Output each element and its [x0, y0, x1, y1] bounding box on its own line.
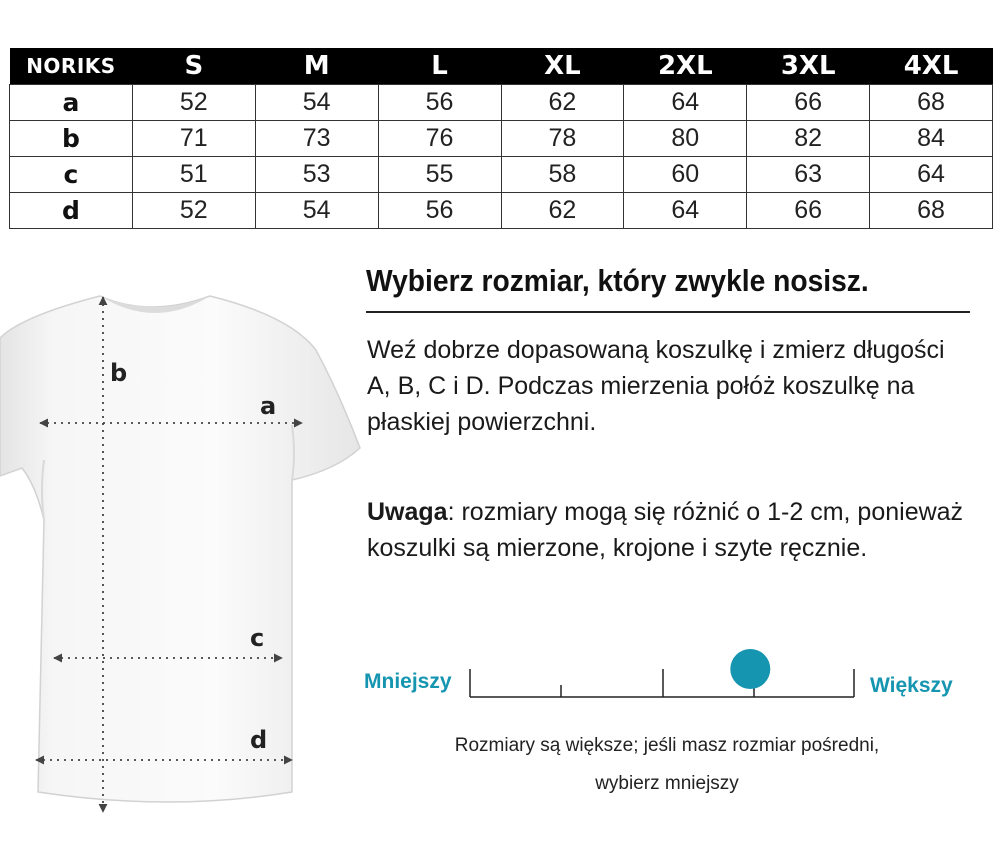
- table-cell: 54: [255, 85, 378, 121]
- note-label: Uwaga: [367, 498, 448, 526]
- scale-label-larger: Większy: [870, 674, 953, 697]
- table-row: [10, 193, 993, 229]
- table-cell: 53: [255, 157, 378, 193]
- table-row: [10, 85, 993, 121]
- page-title: Wybierz rozmiar, który zwykle nosisz.: [366, 263, 869, 298]
- table-cell: 71: [132, 121, 255, 157]
- table-cell: 52: [132, 193, 255, 229]
- table-row: [10, 121, 993, 157]
- table-cell: 66: [747, 193, 870, 229]
- row-label-b: b: [10, 121, 133, 157]
- size-chart-table: [9, 48, 993, 229]
- fit-advice-line-2: wybierz mniejszy: [595, 773, 739, 794]
- table-cell: 80: [624, 121, 747, 157]
- table-cell: 73: [255, 121, 378, 157]
- size-header-2xl: 2XL: [624, 48, 747, 85]
- table-cell: 56: [378, 85, 501, 121]
- size-header-row: [10, 48, 993, 85]
- fit-indicator: [730, 649, 770, 689]
- table-cell: 54: [255, 193, 378, 229]
- table-cell: 64: [870, 157, 993, 193]
- size-header-3xl: 3XL: [747, 48, 870, 85]
- table-cell: 62: [501, 193, 624, 229]
- size-header-l: L: [378, 48, 501, 85]
- table-cell: 64: [624, 85, 747, 121]
- fit-advice-line-1: Rozmiary są większe; jeśli masz rozmiar pośredni,: [454, 735, 880, 756]
- table-row: [10, 157, 993, 193]
- table-cell: 60: [624, 157, 747, 193]
- size-note: [367, 494, 967, 566]
- size-header-xl: XL: [501, 48, 624, 85]
- table-cell: 84: [870, 121, 993, 157]
- row-label-d: d: [10, 193, 133, 229]
- size-header-4xl: 4XL: [870, 48, 993, 85]
- tshirt-icon: [0, 296, 360, 802]
- dimension-label-a: a: [260, 392, 277, 420]
- note-text: : rozmiary mogą się różnić o 1-2 cm, ponieważ koszulki są mierzone, krojone i szyte ręcznie.: [367, 498, 964, 562]
- fit-advice: [367, 727, 967, 803]
- table-cell: 56: [378, 193, 501, 229]
- size-header-s: S: [132, 48, 255, 85]
- table-cell: 68: [870, 193, 993, 229]
- table-cell: 63: [747, 157, 870, 193]
- measurement-instructions: Weź dobrze dopasowaną koszulkę i zmierz długości A, B, C i D. Podczas mierzenia połóż koszulkę na płaskiej powierzchni.: [367, 336, 945, 436]
- dimension-label-d: d: [250, 726, 268, 754]
- table-cell: 64: [624, 193, 747, 229]
- size-header-m: M: [255, 48, 378, 85]
- dimension-label-c: c: [250, 624, 265, 652]
- tshirt-measurement-diagram: [0, 250, 372, 843]
- table-cell: 78: [501, 121, 624, 157]
- table-cell: 66: [747, 85, 870, 121]
- fit-scale: [466, 645, 858, 705]
- dimension-label-b: b: [110, 359, 128, 387]
- table-cell: 68: [870, 85, 993, 121]
- table-cell: 52: [132, 85, 255, 121]
- table-cell: 82: [747, 121, 870, 157]
- table-cell: 58: [501, 157, 624, 193]
- title-underline: [366, 311, 970, 313]
- scale-label-smaller: Mniejszy: [364, 670, 452, 693]
- row-label-c: c: [10, 157, 133, 193]
- table-cell: 76: [378, 121, 501, 157]
- table-cell: 55: [378, 157, 501, 193]
- row-label-a: a: [10, 85, 133, 121]
- table-cell: 62: [501, 85, 624, 121]
- brand-header-cell: NORIKS: [10, 48, 133, 85]
- table-cell: 51: [132, 157, 255, 193]
